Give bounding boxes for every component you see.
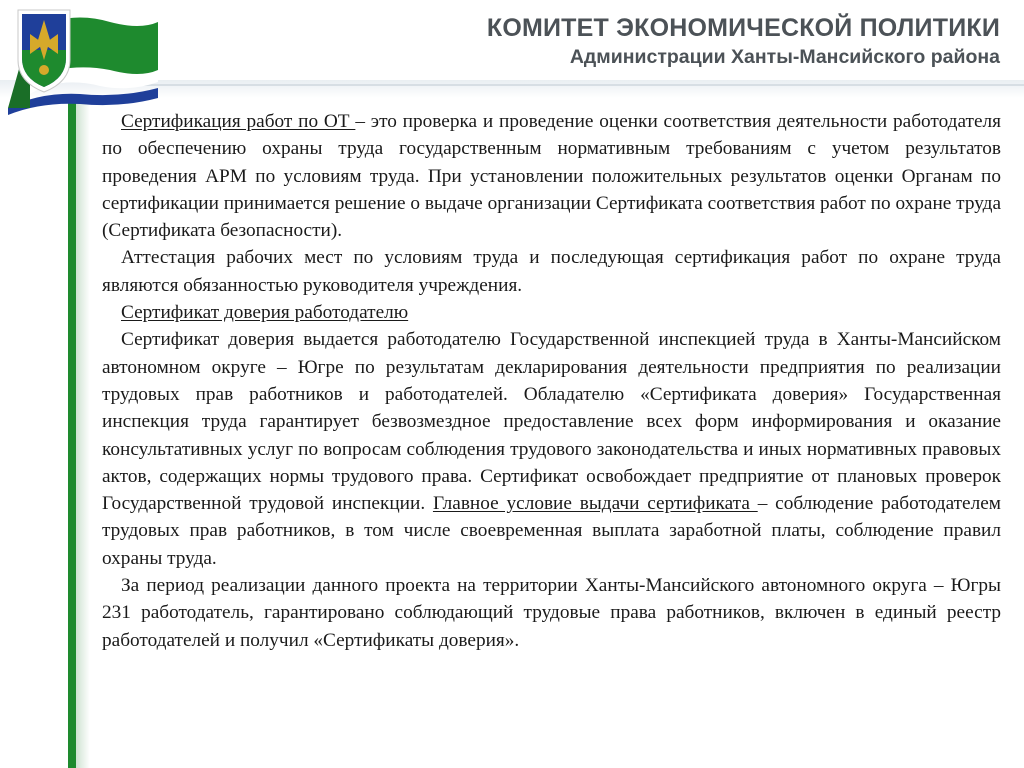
header-divider bbox=[120, 84, 1024, 86]
paragraph-attestation: Аттестация рабочих мест по условиям труда и последующая сертификация работ по охране труда являются обязанностью руководителя учреждения. bbox=[102, 247, 1001, 296]
trust-certificate-text: Сертификат доверия выдается работодателю Государственной инспекцией труда в Ханты-Мансийском автономном округе – Югре по результатам декларирования деятельности предприятия по реализации трудовых прав работников и работодателей. Обладателю «Сертификата доверия» Государственная инспекция труда гарантирует безвозмездное предоставление всех форм информирования и оказание консультативных услуг по вопросам соблюдения трудового законодательства и иных нормативных правовых актов, содержащих нормы трудового права. Сертификат освобождает предприятие от плановых проверок Государственной трудовой инспекции. bbox=[102, 329, 1001, 515]
document-body bbox=[102, 108, 1001, 654]
main-condition-text: – соблюдение работодателем трудовых прав работников, в том числе своевременная выплата заработной платы, соблюдение правил охраны труда. bbox=[102, 493, 1001, 569]
paragraph-certification bbox=[102, 108, 1001, 244]
main-condition-term: Главное условие выдачи сертификата bbox=[432, 493, 758, 515]
committee-title: КОМИТЕТ ЭКОНОМИЧЕСКОЙ ПОЛИТИКИ bbox=[486, 14, 1000, 42]
paragraph-trust-certificate bbox=[102, 326, 1001, 572]
certification-definition: – это проверка и проведение оценки соответствия деятельности работодателя по обеспечению охраны труда государственным нормативным требованиям с учетом результатов проведения АРМ по условиям труда. При установлении положительных результатов оценки Органам по сертификации принимается решение о выдаче организации Сертификата соответствия работ по охране труда (Сертификата безопасности). bbox=[102, 111, 1001, 242]
left-rail-shadow bbox=[76, 96, 90, 768]
district-coat-of-arms-icon bbox=[0, 0, 160, 115]
flag-emblem-icon bbox=[0, 0, 160, 115]
paragraph-project-results: За период реализации данного проекта на территории Ханты-Мансийского автономного округа – Югры 231 работодатель, гарантировано соблюдающий трудовые права работников, включен в единый реестр работодателей и получил «Сертификаты доверия». bbox=[102, 575, 1001, 651]
trust-certificate-heading: Сертификат доверия работодателю bbox=[121, 302, 409, 324]
left-green-rail bbox=[68, 96, 76, 768]
term-certification: Сертификация работ по ОТ bbox=[121, 111, 356, 132]
administration-subtitle: Администрации Ханты-Мансийского района bbox=[569, 46, 1000, 68]
heading-trust-certificate bbox=[102, 299, 1001, 326]
